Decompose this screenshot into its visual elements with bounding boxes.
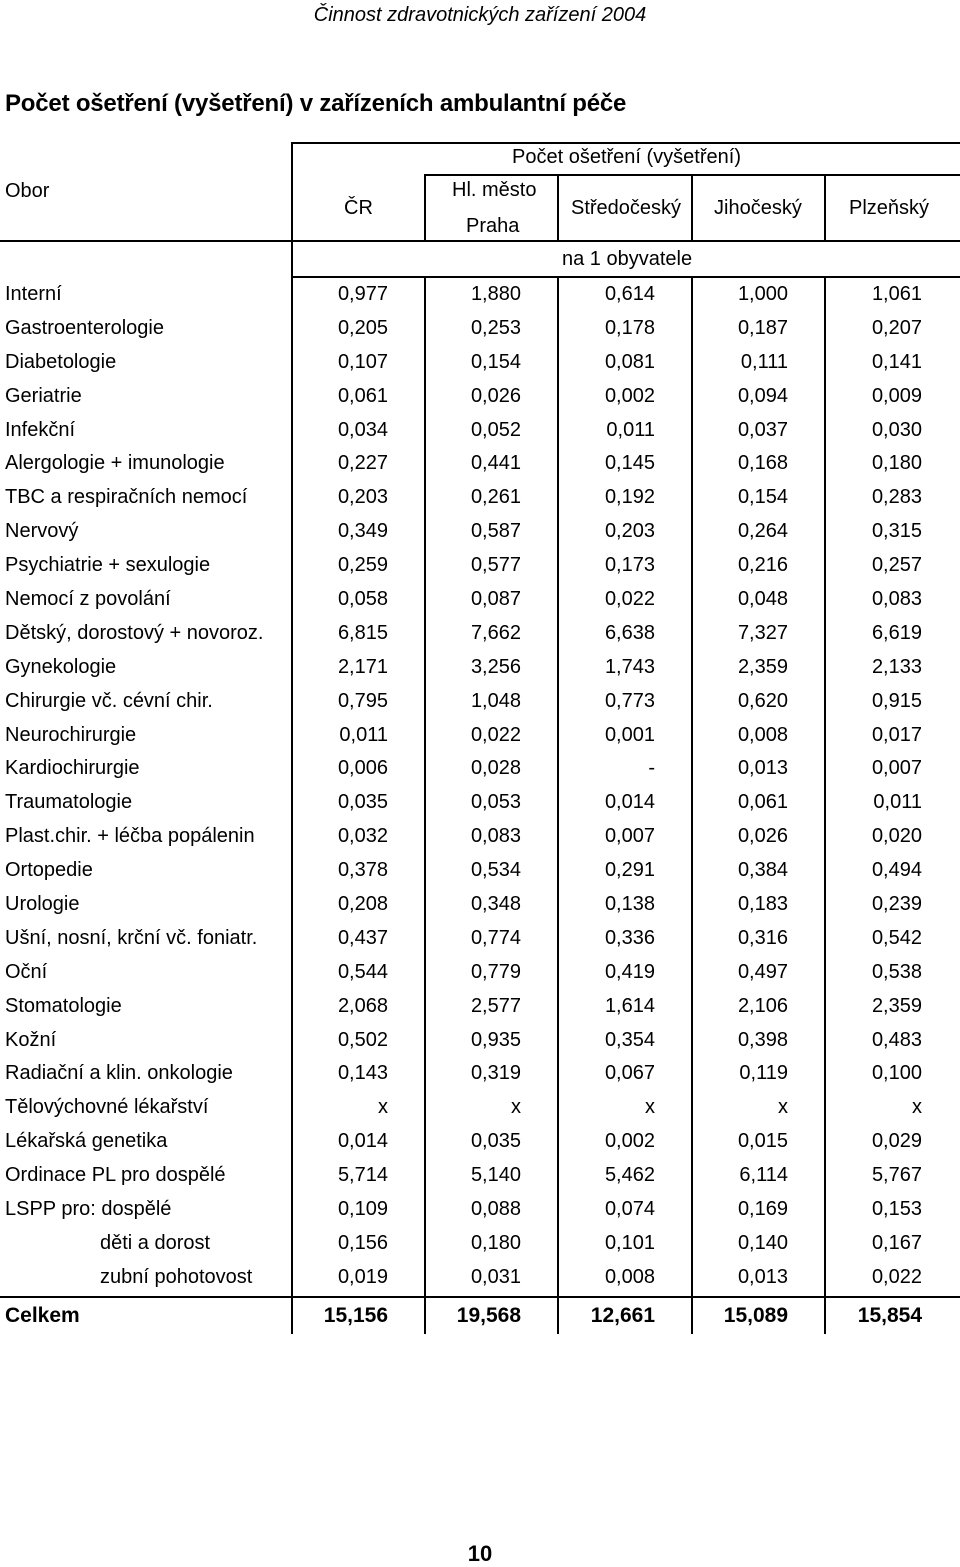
cell-jihocesky: 0,026 [737, 825, 788, 848]
table-row [0, 414, 960, 448]
header-unit: na 1 obyvatele [562, 248, 693, 270]
col-divider-5 [824, 174, 826, 240]
cell-cr: x [378, 1096, 388, 1119]
header-col-jihocesky: Jihočeský [714, 197, 802, 219]
table-row [0, 752, 960, 786]
cell-cr: 0,203 [337, 486, 388, 509]
table-row [0, 651, 960, 685]
header-col-cr: ČR [344, 197, 373, 219]
cell-praha: 0,087 [470, 588, 521, 611]
cell-jihocesky: 0,620 [737, 689, 788, 712]
cell-plzensky: 0,315 [871, 520, 922, 543]
cell-jihocesky: 0,013 [737, 1265, 788, 1288]
cell-jihocesky: 1,000 [737, 283, 788, 305]
cell-stredocesky: 0,011 [606, 418, 655, 441]
cell-jihocesky: 0,264 [737, 520, 788, 543]
col-divider-4 [691, 174, 693, 240]
page-number: 10 [467, 1541, 493, 1566]
total-value-jihocesky: 15,089 [723, 1304, 788, 1327]
table-row [0, 1227, 960, 1261]
total-rule [0, 1296, 960, 1298]
cell-cr: 0,035 [337, 791, 388, 814]
cell-plzensky: 0,483 [871, 1028, 922, 1051]
row-label: Ortopedie [5, 859, 93, 882]
row-label: Ušní, nosní, krční vč. foniatr. [5, 926, 258, 949]
cell-cr: 0,205 [337, 316, 388, 339]
total-value-plzensky: 15,854 [857, 1304, 922, 1327]
cell-plzensky: 0,017 [871, 723, 922, 746]
cell-stredocesky: 0,022 [604, 588, 655, 611]
row-label: Dětský, dorostový + novoroz. [5, 621, 264, 644]
cell-jihocesky: 0,111 [740, 350, 788, 373]
cell-jihocesky: 0,015 [737, 1130, 788, 1153]
cell-cr: 0,502 [337, 1028, 388, 1051]
cell-stredocesky: 0,007 [604, 825, 655, 848]
cell-praha: 0,935 [470, 1028, 521, 1051]
cell-plzensky: 0,915 [871, 689, 922, 712]
cell-stredocesky: 6,638 [604, 621, 655, 644]
cell-praha: 1,048 [470, 689, 521, 712]
cell-praha: 0,154 [470, 350, 521, 373]
row-label: děti a dorost [100, 1231, 211, 1254]
total-value-stredocesky: 12,661 [590, 1304, 655, 1327]
cell-stredocesky: 1,614 [604, 994, 655, 1017]
cell-praha: 0,052 [470, 418, 521, 441]
cell-stredocesky: 0,008 [604, 1265, 655, 1288]
table-row [0, 1261, 960, 1295]
cell-plzensky: 0,494 [871, 859, 922, 882]
cell-cr: 0,014 [337, 1130, 388, 1153]
cell-jihocesky: 0,008 [737, 723, 788, 746]
running-head: Činnost zdravotnických zařízení 2004 [313, 4, 647, 26]
col-divider-3 [557, 174, 559, 240]
cell-praha: 0,534 [470, 859, 521, 882]
cell-plzensky: 5,767 [871, 1164, 922, 1187]
row-label: Interní [5, 283, 62, 305]
row-label: Geriatrie [5, 384, 82, 407]
cell-cr: 6,815 [337, 621, 388, 644]
cell-praha: 0,441 [470, 452, 521, 475]
cell-jihocesky: 0,048 [737, 588, 788, 611]
cell-cr: 0,795 [337, 689, 388, 712]
cell-jihocesky: 0,154 [737, 486, 788, 509]
cell-plzensky: 2,133 [871, 655, 922, 678]
cell-plzensky: 0,167 [871, 1231, 922, 1254]
table-body [0, 278, 960, 1295]
cell-stredocesky: 0,002 [604, 384, 655, 407]
cell-jihocesky: 0,316 [737, 926, 788, 949]
total-label: Celkem [5, 1304, 80, 1327]
cell-praha: 0,026 [470, 384, 521, 407]
cell-praha: 0,083 [470, 825, 521, 848]
cell-plzensky: 0,180 [871, 452, 922, 475]
cell-praha: 0,319 [470, 1062, 521, 1085]
cell-cr: 0,107 [337, 350, 388, 373]
cell-praha: 0,028 [470, 757, 521, 780]
cell-jihocesky: 2,359 [737, 655, 788, 678]
cell-jihocesky: 0,168 [737, 452, 788, 475]
cell-cr: 0,977 [337, 283, 388, 305]
table-row [0, 380, 960, 414]
cell-jihocesky: 0,497 [737, 960, 788, 983]
cell-plzensky: 0,007 [871, 757, 922, 780]
cell-praha: 0,031 [470, 1265, 521, 1288]
cell-praha: 0,261 [470, 486, 521, 509]
cell-stredocesky: x [645, 1096, 655, 1119]
cell-stredocesky: 0,173 [604, 554, 655, 577]
row-label: Chirurgie vč. cévní chir. [5, 689, 213, 712]
cell-jihocesky: 0,140 [737, 1231, 788, 1254]
cell-plzensky: 0,542 [871, 926, 922, 949]
row-label: Ordinace PL pro dospělé [5, 1164, 226, 1187]
cell-jihocesky: 0,094 [737, 384, 788, 407]
cell-jihocesky: 0,183 [737, 893, 788, 916]
table-row [0, 515, 960, 549]
cell-jihocesky: 0,061 [737, 791, 788, 814]
row-label: Diabetologie [5, 350, 117, 373]
row-label: Gastroenterologie [5, 316, 164, 339]
cell-plzensky: 0,538 [871, 960, 922, 983]
row-label: Nemocí z povolání [5, 588, 171, 611]
table-row [0, 1159, 960, 1193]
cell-praha: 3,256 [470, 655, 521, 678]
col-divider-2 [424, 174, 426, 240]
cell-plzensky: 0,011 [873, 791, 922, 814]
table-row [0, 685, 960, 719]
cell-jihocesky: 0,169 [737, 1198, 788, 1221]
row-label: Kardiochirurgie [5, 757, 140, 780]
row-label: Nervový [5, 520, 79, 543]
table-row [0, 888, 960, 922]
row-label: Radiační a klin. onkologie [5, 1062, 233, 1085]
cell-plzensky: 0,020 [871, 825, 922, 848]
header-col-praha-1: Hl. město [452, 179, 537, 201]
cell-plzensky: 0,030 [871, 418, 922, 441]
table-row [0, 617, 960, 651]
cell-plzensky: 0,029 [871, 1130, 922, 1153]
cell-praha: 7,662 [470, 621, 521, 644]
header-obor: Obor [5, 180, 50, 202]
cell-cr: 0,349 [337, 520, 388, 543]
cell-cr: 0,544 [337, 960, 388, 983]
cell-jihocesky: 0,384 [737, 859, 788, 882]
cell-jihocesky: 0,119 [739, 1062, 788, 1085]
cell-cr: 0,032 [337, 825, 388, 848]
cell-stredocesky: 0,014 [604, 791, 655, 814]
cell-praha: 0,053 [470, 791, 521, 814]
total-row [0, 1299, 960, 1333]
table-row [0, 1024, 960, 1058]
total-value-cr: 15,156 [323, 1304, 388, 1327]
cell-plzensky: 0,207 [871, 316, 922, 339]
cell-jihocesky: 0,216 [737, 554, 788, 577]
cell-cr: 0,437 [337, 926, 388, 949]
cell-praha: 0,088 [470, 1198, 521, 1221]
cell-plzensky: 0,100 [871, 1062, 922, 1085]
cell-praha: 0,035 [470, 1130, 521, 1153]
cell-praha: 0,180 [470, 1231, 521, 1254]
cell-praha: 0,577 [470, 554, 521, 577]
cell-jihocesky: 0,037 [737, 418, 788, 441]
cell-stredocesky: 0,074 [604, 1198, 655, 1221]
cell-praha: 0,253 [470, 316, 521, 339]
table-row [0, 820, 960, 854]
cell-cr: 0,143 [337, 1062, 388, 1085]
table-row [0, 922, 960, 956]
cell-stredocesky: - [648, 757, 655, 780]
row-label: Oční [5, 960, 48, 983]
cell-cr: 0,061 [337, 384, 388, 407]
row-label: Neurochirurgie [5, 723, 137, 746]
cell-stredocesky: 0,773 [604, 689, 655, 712]
table-row [0, 549, 960, 583]
row-label: zubní pohotovost [100, 1265, 253, 1288]
table-row [0, 1125, 960, 1159]
cell-plzensky: 0,009 [871, 384, 922, 407]
table-row [0, 719, 960, 753]
cell-cr: 0,378 [337, 859, 388, 882]
table-row [0, 854, 960, 888]
cell-plzensky: 0,022 [871, 1265, 922, 1288]
cell-stredocesky: 0,291 [604, 859, 655, 882]
cell-praha: 1,880 [470, 283, 521, 305]
cell-stredocesky: 0,002 [604, 1130, 655, 1153]
table-row [0, 447, 960, 481]
row-label: Kožní [5, 1028, 57, 1051]
table-row [0, 481, 960, 515]
cell-jihocesky: 6,114 [739, 1164, 788, 1187]
page-title: Počet ošetření (vyšetření) v zařízeních ambulantní péče [5, 90, 627, 117]
cell-plzensky: 1,061 [871, 283, 922, 305]
row-label: Lékařská genetika [5, 1130, 168, 1153]
cell-plzensky: 0,083 [871, 588, 922, 611]
cell-stredocesky: 0,192 [604, 486, 655, 509]
cell-stredocesky: 0,138 [604, 893, 655, 916]
cell-cr: 0,259 [337, 554, 388, 577]
cell-stredocesky: 0,067 [604, 1062, 655, 1085]
cell-cr: 0,011 [339, 723, 388, 746]
cell-jihocesky: 0,187 [737, 316, 788, 339]
cell-stredocesky: 0,336 [604, 926, 655, 949]
row-label: TBC a respiračních nemocí [5, 486, 248, 509]
cell-stredocesky: 0,614 [604, 283, 655, 305]
header-col-plzensky: Plzeňský [849, 197, 930, 219]
table-row [0, 956, 960, 990]
cell-stredocesky: 1,743 [604, 655, 655, 678]
cell-cr: 5,714 [337, 1164, 388, 1187]
table-row [0, 1091, 960, 1125]
cell-cr: 2,068 [337, 994, 388, 1017]
cell-praha: 0,774 [470, 926, 521, 949]
table-row [0, 346, 960, 380]
cell-plzensky: 0,257 [871, 554, 922, 577]
cell-stredocesky: 0,101 [604, 1231, 655, 1254]
cell-praha: 2,577 [470, 994, 521, 1017]
row-label: Stomatologie [5, 994, 122, 1017]
cell-cr: 0,058 [337, 588, 388, 611]
cell-stredocesky: 0,203 [604, 520, 655, 543]
total-value-praha: 19,568 [456, 1304, 521, 1327]
cell-stredocesky: 0,419 [604, 960, 655, 983]
cell-stredocesky: 0,354 [604, 1028, 655, 1051]
cell-praha: 5,140 [470, 1164, 521, 1187]
cell-cr: 0,109 [337, 1198, 388, 1221]
header-col-praha-2: Praha [466, 215, 520, 237]
header-top-rule [292, 142, 960, 144]
row-label: Infekční [5, 418, 76, 441]
cell-praha: x [511, 1096, 521, 1119]
header-bottom-rule [0, 240, 960, 242]
row-label: Plast.chir. + léčba popálenin [5, 825, 255, 848]
cell-jihocesky: 2,106 [737, 994, 788, 1017]
cell-stredocesky: 5,462 [604, 1164, 655, 1187]
cell-cr: 0,227 [337, 452, 388, 475]
row-label: Tělovýchovné lékařství [5, 1096, 209, 1119]
cell-jihocesky: 0,398 [737, 1028, 788, 1051]
row-label: Psychiatrie + sexulogie [5, 554, 211, 577]
table-row [0, 1193, 960, 1227]
cell-cr: 0,208 [337, 893, 388, 916]
cell-praha: 0,587 [470, 520, 521, 543]
header-group-label: Počet ošetření (vyšetření) [512, 146, 741, 168]
row-label: Traumatologie [5, 791, 133, 814]
cell-plzensky: 0,283 [871, 486, 922, 509]
cell-cr: 2,171 [337, 655, 388, 678]
cell-jihocesky: x [778, 1096, 788, 1119]
cell-cr: 0,156 [337, 1231, 388, 1254]
row-label: Alergologie + imunologie [5, 452, 225, 475]
table-row [0, 990, 960, 1024]
cell-cr: 0,034 [337, 418, 388, 441]
cell-stredocesky: 0,081 [604, 350, 655, 373]
table-row [0, 278, 960, 312]
cell-jihocesky: 0,013 [737, 757, 788, 780]
cell-stredocesky: 0,145 [604, 452, 655, 475]
table-row [0, 312, 960, 346]
cell-praha: 0,779 [470, 960, 521, 983]
cell-praha: 0,348 [470, 893, 521, 916]
cell-praha: 0,022 [470, 723, 521, 746]
cell-plzensky: 0,141 [871, 350, 922, 373]
header-col-stredocesky: Středočeský [571, 197, 682, 219]
cell-plzensky: 0,153 [871, 1198, 922, 1221]
cell-plzensky: 0,239 [871, 893, 922, 916]
cell-jihocesky: 7,327 [737, 621, 788, 644]
table-row [0, 583, 960, 617]
cell-plzensky: 2,359 [871, 994, 922, 1017]
row-label: Gynekologie [5, 655, 117, 678]
cell-stredocesky: 0,178 [604, 316, 655, 339]
cell-stredocesky: 0,001 [604, 723, 655, 746]
table-row [0, 1057, 960, 1091]
cell-cr: 0,006 [337, 757, 388, 780]
cell-plzensky: x [912, 1096, 922, 1119]
row-label: LSPP pro: dospělé [5, 1198, 172, 1221]
row-label: Urologie [5, 893, 80, 916]
table-row [0, 786, 960, 820]
cell-cr: 0,019 [337, 1265, 388, 1288]
cell-plzensky: 6,619 [871, 621, 922, 644]
